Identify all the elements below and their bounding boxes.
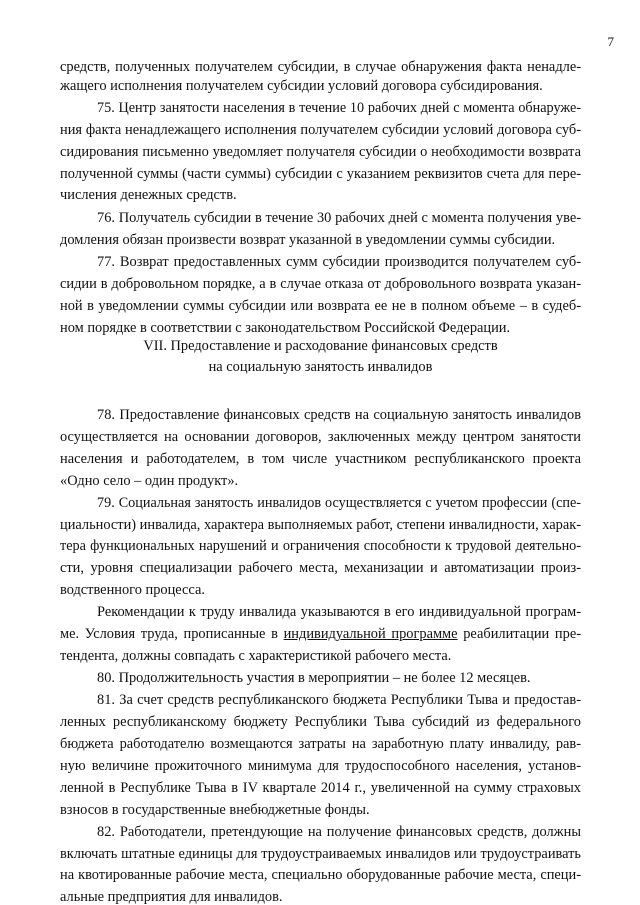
text-line: домления обязан произвести возврат указанной в уведомлении суммы субсидии. — [60, 232, 556, 248]
text-line: взносов в государственные внебюджетные фонды. — [60, 802, 370, 818]
text-line: сидирования письменно уведомляет получателя субсидии о необходимости возврата — [60, 144, 581, 160]
text-line: ном порядке в соответствии с законодательством Российской Федерации. — [60, 320, 511, 336]
text-line: на квотированные рабочие места, специально оборудованные рабочие места, специ- — [60, 867, 581, 883]
text-line: тера функциональных нарушений и ограничения способности к трудовой деятельно- — [60, 538, 581, 554]
text-line: средств, полученных получателем субсидии, в случае обнаружения факта ненадле- — [60, 59, 581, 75]
text-line: альные предприятия для инвалидов. — [60, 889, 283, 905]
text-line: 81. За счет средств республиканского бюджета Республики Тыва и предостав- — [97, 692, 581, 708]
text-line: 82. Работодатели, претендующие на получение финансовых средств, должны — [97, 824, 581, 840]
text-line: сти, уровня специализации рабочего места, механизации и автоматизации произ- — [60, 560, 581, 576]
text-line: сидии в добровольном порядке, а в случае отказа от добровольного возврата указан- — [60, 276, 581, 292]
text-line: ленной в Республике Тыва в IV квартале 2014 г., увеличенной на сумму страховых — [60, 780, 581, 796]
text-line: ную величине прожиточного минимума для трудоспособного населения, установ- — [60, 758, 581, 774]
text-line: 77. Возврат предоставленных сумм субсидии производится получателем суб- — [97, 254, 581, 270]
text-line: ния факта ненадлежащего исполнения получателем субсидии условий договора суб- — [60, 122, 581, 138]
section-heading: VII. Предоставление и расходование финансовых средств — [143, 338, 498, 354]
text-line: ме. Условия труда, прописанные в индивидуальной программе реабилитации пре- — [60, 626, 582, 642]
text-line: тендента, должны совпадать с характеристикой рабочего места. — [60, 648, 452, 664]
text-line: включать штатные единицы для трудоустраиваемых инвалидов или трудоустраивать — [60, 846, 581, 862]
text-line: 79. Социальная занятость инвалидов осуществляется с учетом профессии (спе- — [97, 495, 581, 511]
section-heading: на социальную занятость инвалидов — [208, 359, 433, 375]
text-line: 75. Центр занятости населения в течение 10 рабочих дней с момента обнаруже- — [97, 100, 581, 116]
page-number: 7 — [607, 34, 614, 49]
text-line: ной в уведомлении суммы субсидии или возврата ее не в полном объеме – в судеб- — [60, 298, 581, 314]
text-line: «Одно село – один продукт». — [60, 473, 239, 489]
text-line: осуществляется на основании договоров, заключенных между центром занятости — [60, 429, 581, 445]
text-line: бюджета работодателю возмещаются затраты на заработную плату инвалиду, рав- — [60, 736, 581, 752]
text-line: 80. Продолжительность участия в мероприятии – не более 12 месяцев. — [97, 670, 531, 686]
text-line: ленных республиканскому бюджету Республики Тыва субсидий из федерального — [60, 714, 581, 730]
text-line: циальности) инвалида, характера выполняемых работ, степени инвалидности, харак- — [60, 517, 582, 533]
text-line: Рекомендации к труду инвалида указываются в его индивидуальной програм- — [97, 604, 581, 620]
text-line: населения и работодателем, в том числе участником республиканского проекта — [60, 451, 581, 467]
text-line: полученной суммы (части суммы) субсидии с указанием реквизитов счета для пере- — [60, 166, 581, 182]
text-line: 76. Получатель субсидии в течение 30 рабочих дней с момента получения уве- — [97, 210, 581, 226]
text-line: жащего исполнения получателем субсидии условий договора субсидирования. — [60, 78, 543, 94]
text-line: числения денежных средств. — [60, 187, 237, 203]
underlined-phrase: индивидуальной программе — [283, 626, 458, 642]
text-line: 78. Предоставление финансовых средств на социальную занятость инвалидов — [97, 407, 581, 423]
text-line: водственного процесса. — [60, 582, 205, 598]
